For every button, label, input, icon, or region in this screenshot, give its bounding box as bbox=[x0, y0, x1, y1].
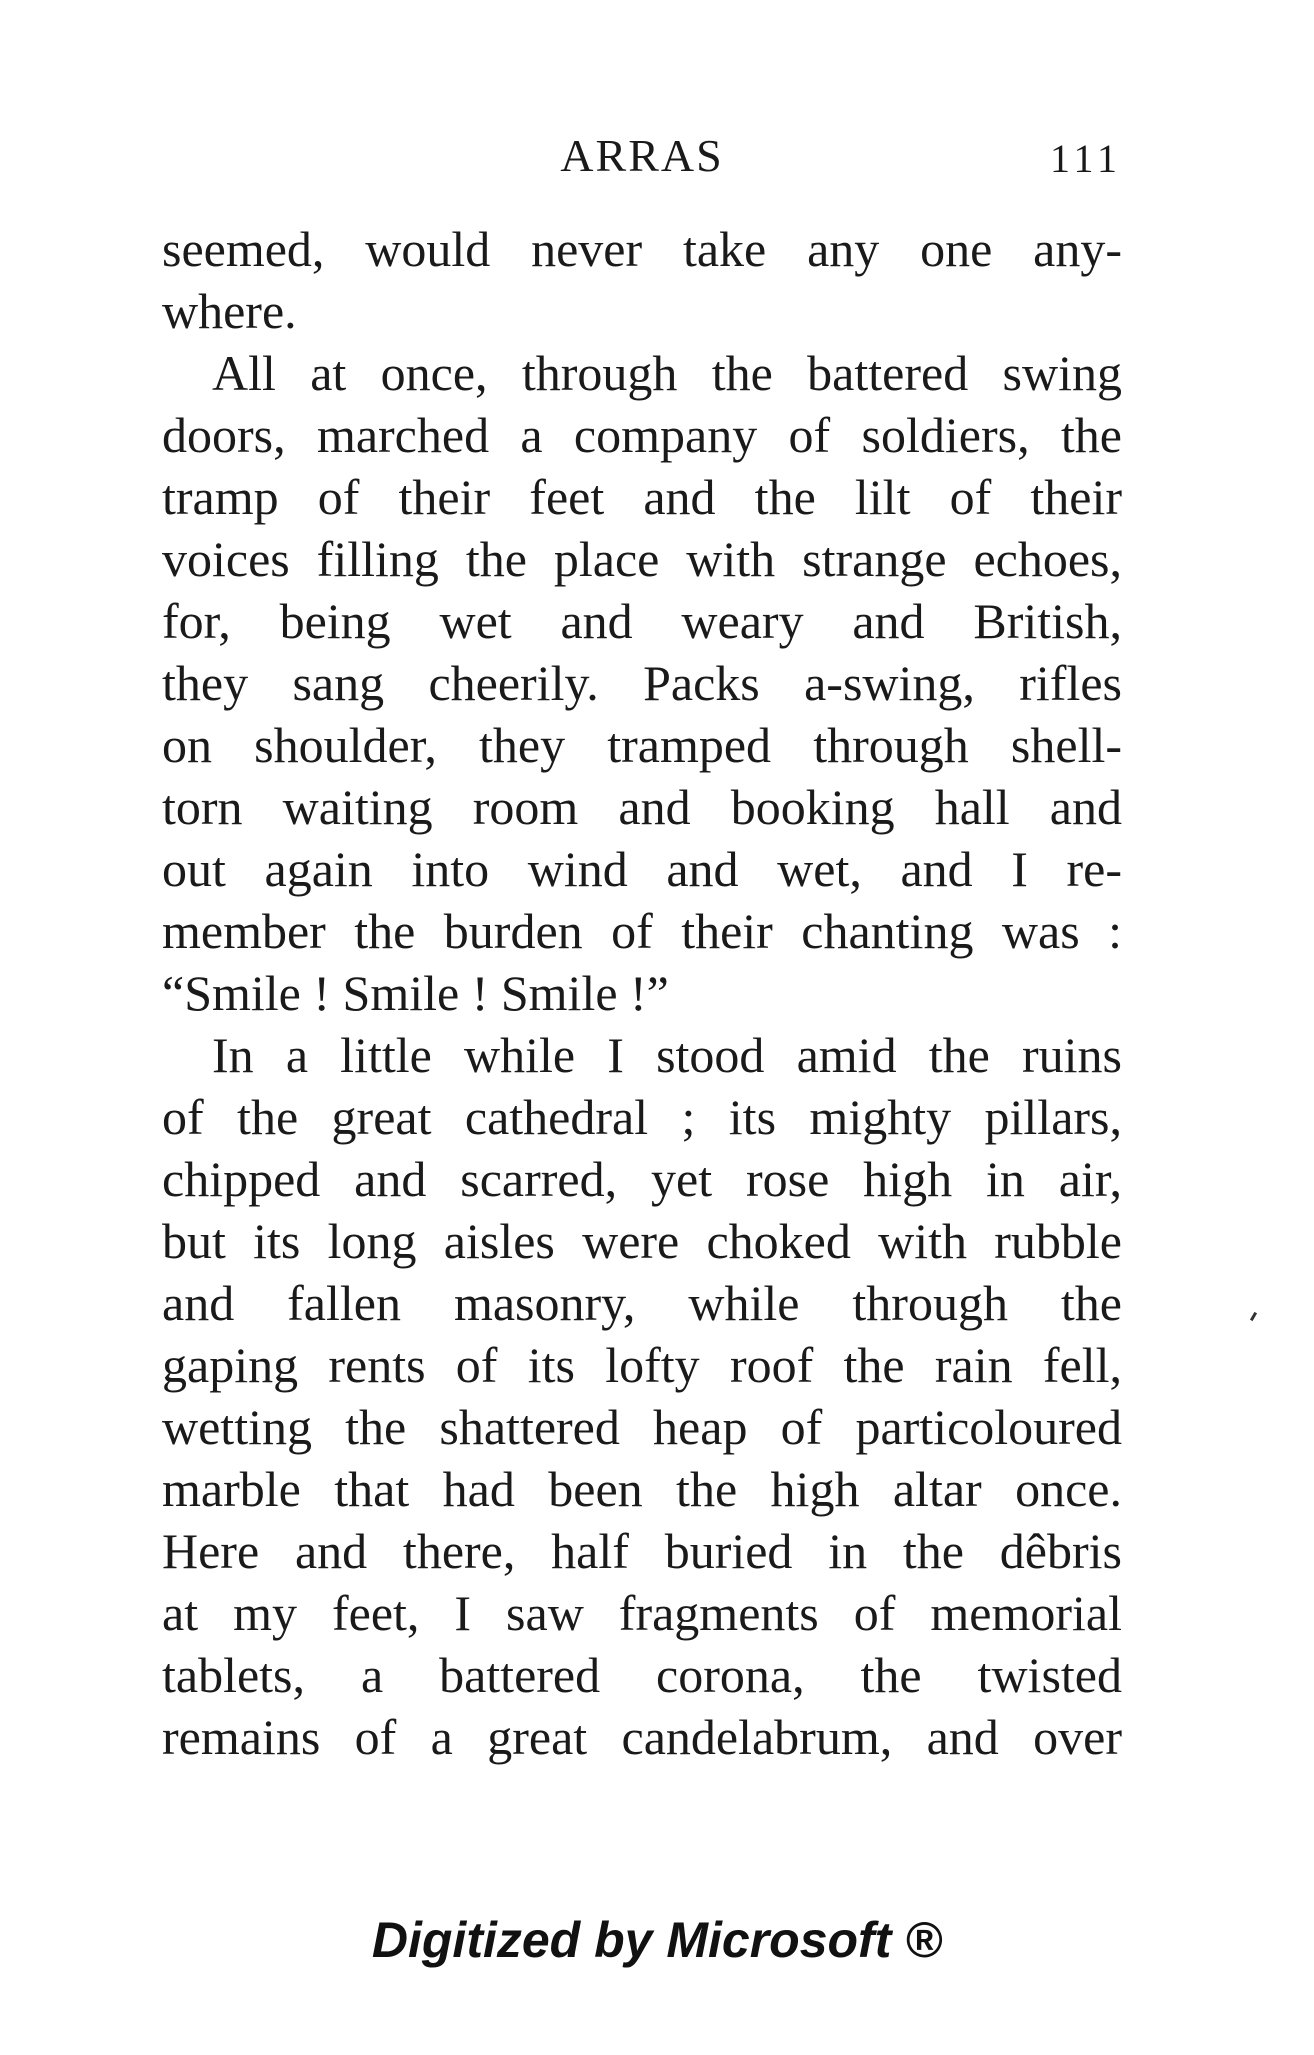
text-line: torn waiting room and booking hall and bbox=[162, 779, 1122, 835]
text-line: they sang cheerily. Packs a-swing, rifles bbox=[162, 655, 1122, 711]
text-line: Here and there, half buried in the dêbris bbox=[162, 1523, 1122, 1579]
text-line: gaping rents of its lofty roof the rain fell, bbox=[162, 1337, 1122, 1393]
text-line: doors, marched a company of soldiers, the bbox=[162, 407, 1122, 463]
text-line: where. bbox=[162, 283, 297, 339]
running-head bbox=[162, 128, 1122, 184]
text-line: of the great cathedral ; its mighty pillars, bbox=[162, 1089, 1122, 1145]
body-text bbox=[162, 218, 1122, 1768]
text-line: voices filling the place with strange echoes, bbox=[162, 531, 1122, 587]
text-line: and fallen masonry, while through the bbox=[162, 1275, 1122, 1331]
running-title: ARRAS bbox=[560, 130, 724, 181]
text-line: member the burden of their chanting was : bbox=[162, 903, 1122, 959]
text-line: at my feet, I saw fragments of memorial bbox=[162, 1585, 1122, 1641]
digitized-watermark: Digitized by Microsoft ® bbox=[371, 1912, 943, 1968]
text-line: remains of a great candelabrum, and over bbox=[162, 1709, 1122, 1765]
text-line: out again into wind and wet, and I re- bbox=[162, 841, 1122, 897]
text-line: for, being wet and weary and British, bbox=[162, 593, 1122, 649]
text-line: but its long aisles were choked with rubble bbox=[162, 1213, 1122, 1269]
page-number: 111 bbox=[1049, 136, 1122, 181]
text-line: marble that had been the high altar once. bbox=[162, 1461, 1122, 1517]
text-line: “Smile ! Smile ! Smile !” bbox=[162, 965, 669, 1021]
text-line: chipped and scarred, yet rose high in air, bbox=[162, 1151, 1122, 1207]
text-line: In a little while I stood amid the ruins bbox=[212, 1027, 1122, 1083]
text-line: tablets, a battered corona, the twisted bbox=[162, 1647, 1122, 1703]
text-line: seemed, would never take any one any- bbox=[162, 221, 1122, 277]
text-line: on shoulder, they tramped through shell- bbox=[162, 717, 1122, 773]
text-line: All at once, through the battered swing bbox=[212, 345, 1122, 401]
text-line: tramp of their feet and the lilt of their bbox=[162, 469, 1122, 525]
scan-speck bbox=[1250, 1312, 1257, 1321]
text-line: wetting the shattered heap of particoloured bbox=[162, 1399, 1122, 1455]
